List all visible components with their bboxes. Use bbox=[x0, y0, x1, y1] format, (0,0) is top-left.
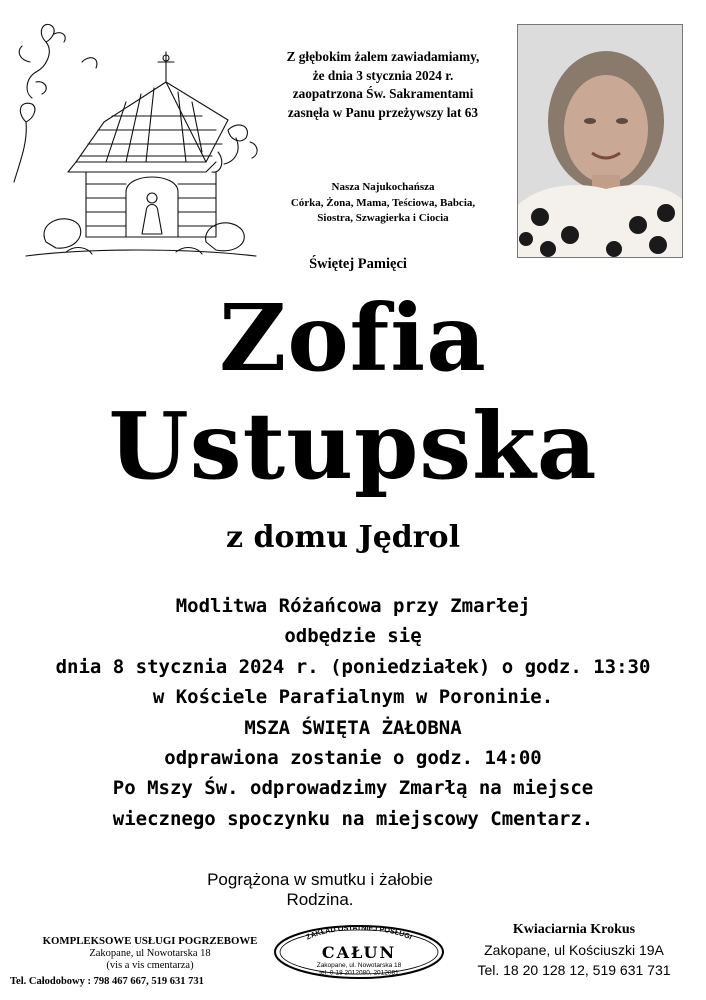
portrait-image bbox=[518, 25, 683, 258]
service-line: wiecznego spoczynku na miejscowy Cmentarz. bbox=[112, 807, 594, 830]
calun-logo bbox=[273, 924, 445, 980]
announcement-line: Z głębokim żalem zawiadamiamy, bbox=[286, 49, 480, 64]
announcement-line: zaopatrzona Św. Sakramentami bbox=[292, 86, 474, 101]
florist-phone: Tel. 18 20 128 12, 519 631 731 bbox=[477, 962, 671, 978]
deceased-portrait bbox=[517, 24, 683, 258]
funeral-home-address: Zakopane, ul Nowotarska 18 bbox=[89, 947, 211, 959]
announcement-line: że dnia 3 stycznia 2024 r. bbox=[312, 67, 454, 83]
shrine-illustration bbox=[6, 12, 268, 262]
calun-name: CAŁUN bbox=[321, 943, 397, 962]
deceased-last-name: Ustupska bbox=[108, 392, 598, 500]
funeral-home-note: (vis a vis cmentarza) bbox=[106, 960, 194, 971]
service-line: odbędzie się bbox=[284, 625, 422, 648]
service-line: MSZA ŚWIĘTA ŻAŁOBNA bbox=[244, 716, 462, 739]
calun-phones: tel. 0-18 2012080, 2012081 bbox=[319, 969, 399, 977]
funeral-home-title: KOMPLEKSOWE USŁUGI POGRZEBOWE bbox=[42, 935, 258, 947]
service-line: Po Mszy Św. odprowadzimy Zmarłą na miejsce bbox=[112, 777, 594, 800]
mourning-signature bbox=[0, 870, 640, 910]
calun-address: Zakopane, ul. Nowotarska 18 bbox=[316, 962, 402, 969]
memory-label: Świętej Pamięci bbox=[309, 256, 407, 272]
family-line: Siostra, Szwagierka i Ciocia bbox=[317, 212, 449, 224]
funeral-home-phone: Tel. Całodobowy : 798 467 667, 519 631 731 bbox=[10, 975, 204, 987]
calun-arc-text: ZAKŁAD OSTATNIEJ POSŁUGI bbox=[304, 924, 414, 942]
deceased-first-name: Zofia bbox=[219, 284, 487, 392]
service-line: odprawiona zostanie o godz. 14:00 bbox=[164, 747, 542, 770]
florist-info bbox=[448, 920, 700, 980]
florist-address: Zakopane, ul Kościuszki 19A bbox=[484, 942, 664, 958]
service-line: Modlitwa Różańcowa przy Zmarłej bbox=[175, 595, 531, 617]
service-details bbox=[0, 591, 706, 834]
family-line: Nasza Najukochańsza bbox=[331, 181, 435, 193]
mourning-line: Pogrążona w smutku i żałobie bbox=[207, 870, 433, 889]
service-line: dnia 8 stycznia 2024 r. (poniedziałek) o godz. 13:30 bbox=[55, 655, 651, 678]
deceased-maiden-name: z domu Jędrol bbox=[226, 520, 460, 555]
family-line: Córka, Żona, Mama, Teściowa, Babcia, bbox=[290, 196, 476, 209]
funeral-home-info bbox=[10, 935, 290, 988]
family-relations bbox=[268, 180, 498, 227]
florist-title: Kwiaciarnia Krokus bbox=[512, 922, 636, 937]
announcement-line: zasnęła w Panu przeżywszy lat 63 bbox=[287, 104, 479, 120]
service-line: w Kościele Parafialnym w Poroninie. bbox=[152, 686, 554, 709]
death-announcement bbox=[268, 48, 498, 122]
mourning-family: Rodzina. bbox=[286, 890, 354, 909]
